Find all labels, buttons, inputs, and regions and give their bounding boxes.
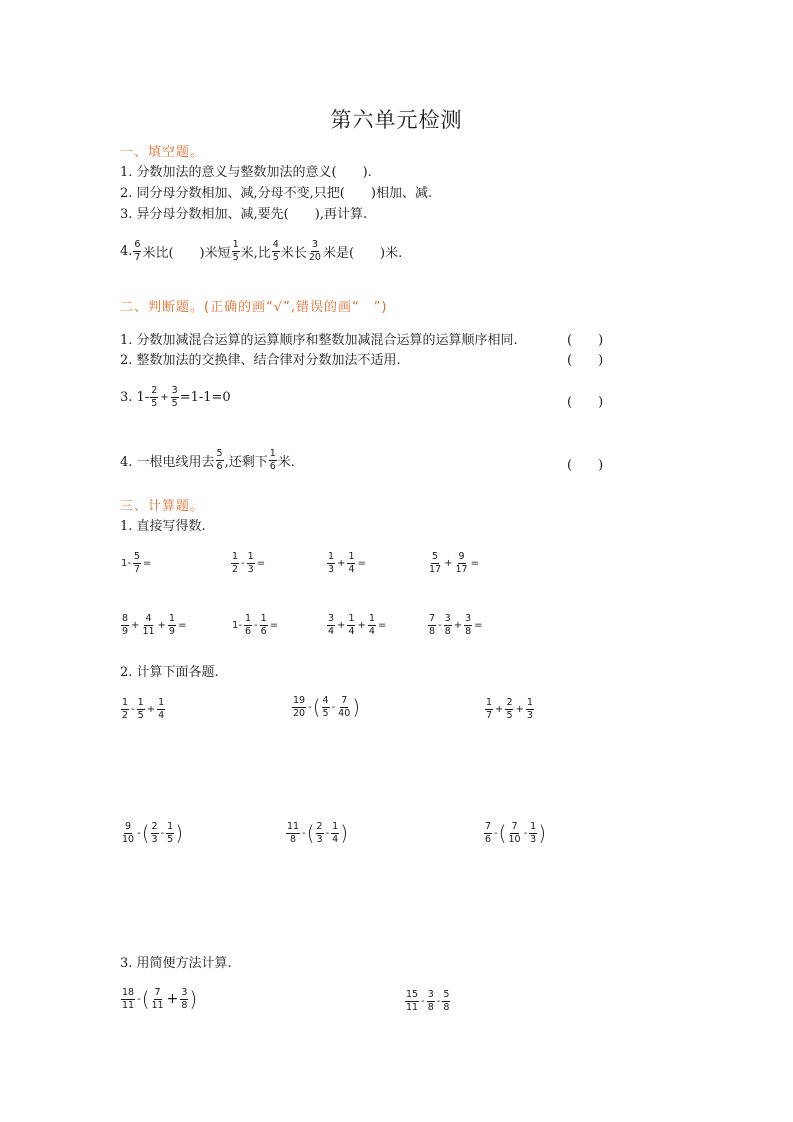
operator: - xyxy=(131,703,135,715)
fraction: $\frac{1}{6}$ xyxy=(269,448,276,472)
direct-expression xyxy=(326,614,387,636)
q4-prefix: 4. xyxy=(120,243,133,259)
operator: + xyxy=(495,703,504,715)
operator: - xyxy=(241,557,245,569)
operator: + xyxy=(357,619,366,631)
compute-expression xyxy=(285,822,348,844)
fraction: $\frac{3}{8}$ xyxy=(444,613,451,637)
fraction: $\frac{7}{8}$ xyxy=(429,613,436,637)
fraction: $\frac{1}{5}$ xyxy=(232,239,239,263)
fraction: $\frac{7}{40}$ xyxy=(338,695,351,719)
fraction: $\frac{2}{3}$ xyxy=(316,821,323,845)
right-paren: ) xyxy=(538,821,547,845)
operator: - xyxy=(325,827,330,839)
fraction: $\frac{4}{5}$ xyxy=(272,239,279,263)
fraction: $\frac{3}{8}$ xyxy=(181,987,188,1011)
operator: + xyxy=(337,557,346,569)
fraction: $\frac{3}{8}$ xyxy=(465,613,472,637)
fraction: $\frac{5}{17}$ xyxy=(429,551,442,575)
right-paren: ) xyxy=(340,821,349,845)
left-paren: ( xyxy=(141,821,150,845)
direct-expression xyxy=(230,552,266,574)
q4-prefix: 4. 一根电线用去 xyxy=(120,454,215,470)
operator: + xyxy=(444,557,453,569)
operator: + xyxy=(166,991,179,1007)
fraction: $\frac{4}{11}$ xyxy=(142,613,155,637)
operator: - xyxy=(302,827,306,839)
fraction: $\frac{4}{5}$ xyxy=(322,695,329,719)
q4-text-4: 米是( )米. xyxy=(322,245,403,261)
operator: + xyxy=(160,391,169,403)
fraction: $\frac{1}{6}$ xyxy=(260,613,267,637)
operator: - xyxy=(494,827,498,839)
fraction: $\frac{1}{4}$ xyxy=(368,613,375,637)
q4-suffix: 米. xyxy=(277,454,295,470)
answer-paren: ( ) xyxy=(567,458,604,473)
operator: - xyxy=(160,827,165,839)
operator: - xyxy=(421,995,425,1007)
fraction: $\frac{7}{6}$ xyxy=(485,821,492,845)
fraction: $\frac{7}{11}$ xyxy=(151,987,164,1011)
prefix: 1- xyxy=(121,557,131,569)
fraction: $\frac{11}{8}$ xyxy=(287,821,300,845)
equals: = xyxy=(256,557,266,569)
operator: - xyxy=(254,619,258,631)
calc-subheading-1: 1. 直接写得数. xyxy=(120,519,206,534)
judge-question-3 xyxy=(120,386,231,408)
fraction: $\frac{8}{9}$ xyxy=(122,613,129,637)
section-heading-fill: 一、填空题。 xyxy=(120,145,205,160)
fraction: $\frac{1}{2}$ xyxy=(232,551,239,575)
fraction: $\frac{3}{8}$ xyxy=(427,989,434,1013)
fraction: $\frac{15}{11}$ xyxy=(406,989,419,1013)
equals: = xyxy=(474,619,483,631)
compute-expression xyxy=(120,822,183,844)
fraction: $\frac{1}{4}$ xyxy=(158,697,165,721)
answer-paren: ( ) xyxy=(567,333,604,348)
fraction: $\frac{1}{9}$ xyxy=(168,613,175,637)
fraction: $\frac{1}{3}$ xyxy=(328,551,335,575)
left-paren: ( xyxy=(312,695,321,719)
fraction: $\frac{1}{4}$ xyxy=(332,821,339,845)
left-paren: ( xyxy=(306,821,315,845)
fraction: $\frac{7}{10}$ xyxy=(508,821,521,845)
left-paren: ( xyxy=(498,821,507,845)
fraction: $\frac{3}{20}$ xyxy=(308,239,321,263)
judge-question-2: 2. 整数加法的交换律、结合律对分数加法不适用. xyxy=(120,353,401,368)
operator: - xyxy=(438,619,442,631)
fraction: $\frac{9}{10}$ xyxy=(122,821,135,845)
operator: + xyxy=(131,619,140,631)
equals: = xyxy=(357,557,366,569)
fill-question-3: 3. 异分母分数相加、减,要先( ),再计算. xyxy=(120,207,368,222)
answer-paren: ( ) xyxy=(567,353,604,368)
calc-subheading-3: 3. 用简便方法计算. xyxy=(120,956,232,971)
section-heading-judge: 二、判断题。(正确的画“√”,错误的画“ ”) xyxy=(120,300,388,315)
equals: = xyxy=(143,557,152,569)
compute-expression xyxy=(483,822,546,844)
fill-question-1: 1. 分数加法的意义与整数加法的意义( ). xyxy=(120,165,372,180)
q3-suffix: =1-1=0 xyxy=(179,389,231,405)
prefix: 1- xyxy=(232,619,242,631)
fraction: $\frac{5}{8}$ xyxy=(443,989,450,1013)
q4-text-3: 米长 xyxy=(280,245,307,261)
fraction: $\frac{1}{3}$ xyxy=(526,697,533,721)
direct-expression xyxy=(427,552,480,574)
section-heading-calc: 三、计算题。 xyxy=(120,499,205,514)
fraction: $\frac{1}{3}$ xyxy=(247,551,254,575)
fill-question-2: 2. 同分母分数相加、减,分母不变,只把( )相加、减. xyxy=(120,186,433,201)
compute-expression xyxy=(484,698,535,720)
fraction: $\frac{5}{7}$ xyxy=(133,551,141,575)
operator: + xyxy=(337,619,346,631)
left-paren: ( xyxy=(141,987,150,1011)
fraction: $\frac{2}{3}$ xyxy=(151,821,158,845)
calc-subheading-2: 2. 计算下面各题. xyxy=(120,665,219,680)
fraction: $\frac{2}{5}$ xyxy=(151,385,158,409)
operator: + xyxy=(453,619,463,631)
fraction: $\frac{1}{5}$ xyxy=(167,821,174,845)
direct-expression xyxy=(120,552,152,574)
fraction: $\frac{19}{20}$ xyxy=(293,695,306,719)
fraction: $\frac{3}{5}$ xyxy=(171,385,178,409)
fraction: $\frac{3}{4}$ xyxy=(328,613,335,637)
fraction: $\frac{1}{2}$ xyxy=(122,697,129,721)
judge-question-1: 1. 分数加减混合运算的运算顺序和整数加减混合运算的运算顺序相同. xyxy=(120,333,518,348)
fraction: $\frac{6}{7}$ xyxy=(134,239,141,263)
right-paren: ) xyxy=(189,987,198,1011)
direct-expression xyxy=(326,552,367,574)
fill-question-4 xyxy=(120,240,402,262)
fraction: $\frac{5}{6}$ xyxy=(216,448,223,472)
operator: + xyxy=(146,703,156,715)
q4-text-2: 米,比 xyxy=(240,245,271,261)
fraction: $\frac{1}{4}$ xyxy=(348,551,355,575)
right-paren: ) xyxy=(175,821,184,845)
equals: = xyxy=(269,619,279,631)
operator: + xyxy=(157,619,166,631)
page-title: 第六单元检测 xyxy=(330,108,463,132)
q4-text-1: 米比( )米短 xyxy=(142,245,231,261)
fraction: $\frac{18}{11}$ xyxy=(122,987,135,1011)
direct-expression xyxy=(427,614,484,636)
fraction: $\frac{9}{17}$ xyxy=(455,551,468,575)
q4-mid: ,还剩下 xyxy=(224,454,268,470)
operator: - xyxy=(308,701,312,713)
operator: + xyxy=(515,703,524,715)
fraction: $\frac{1}{5}$ xyxy=(137,697,144,721)
fraction: $\frac{1}{4}$ xyxy=(348,613,355,637)
compute-expression xyxy=(120,698,166,720)
equals: = xyxy=(377,619,387,631)
fraction: $\frac{2}{5}$ xyxy=(506,697,513,721)
simplify-expression xyxy=(404,990,451,1012)
fraction: $\frac{1}{3}$ xyxy=(530,821,537,845)
operator: - xyxy=(137,827,141,839)
equals: = xyxy=(470,557,479,569)
fraction: $\frac{1}{6}$ xyxy=(244,613,252,637)
operator: - xyxy=(436,995,441,1007)
operator: - xyxy=(137,993,141,1005)
judge-question-4 xyxy=(120,449,295,471)
q3-prefix: 3. 1- xyxy=(120,389,150,405)
compute-expression xyxy=(291,696,360,718)
equals: = xyxy=(177,619,187,631)
fraction: $\frac{1}{7}$ xyxy=(486,697,493,721)
direct-expression xyxy=(231,614,279,636)
operator: - xyxy=(523,827,528,839)
operator: - xyxy=(331,701,336,713)
simplify-expression xyxy=(120,988,197,1010)
answer-paren: ( ) xyxy=(567,395,604,410)
direct-expression xyxy=(120,614,187,636)
right-paren: ) xyxy=(352,695,361,719)
